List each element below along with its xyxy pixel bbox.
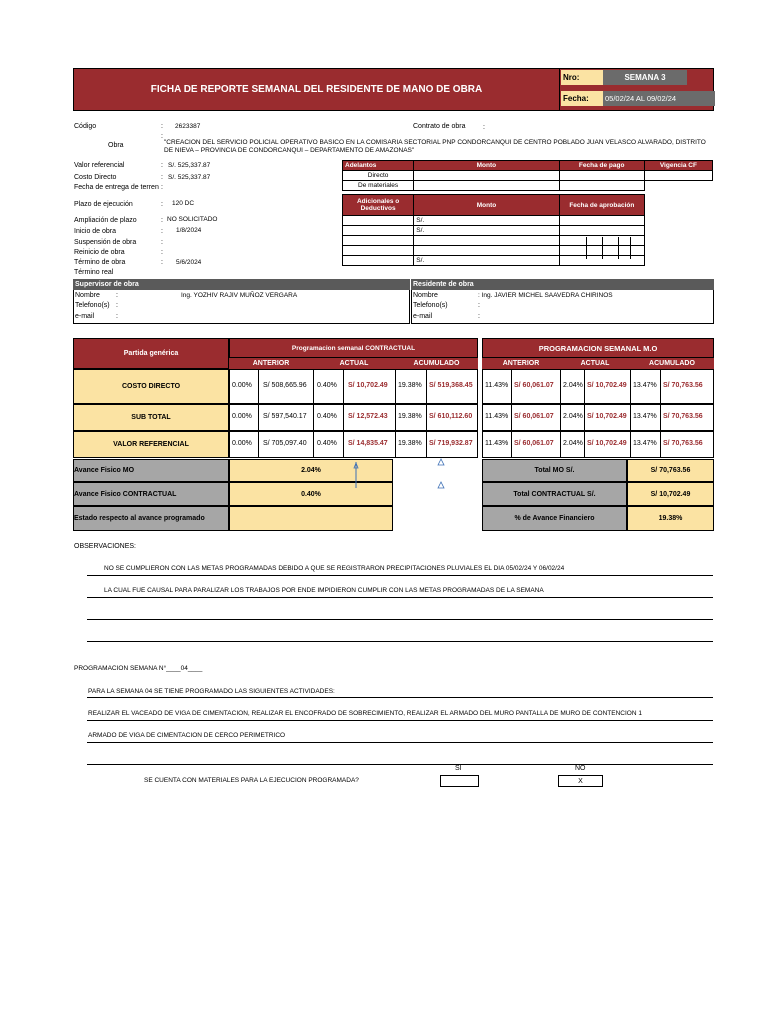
avance-financiero-value: 19.38% — [627, 506, 714, 531]
c-actual-amt: S/ 10,702.49 — [348, 382, 388, 389]
c-actual-pct: 0.40% — [317, 413, 337, 420]
c-acum-pct: 19.38% — [398, 382, 422, 389]
total-mo-label: Total MO S/. — [482, 459, 627, 482]
text-underline — [87, 597, 713, 598]
colon: : — [161, 162, 163, 169]
table-cell[interactable] — [559, 226, 644, 236]
m-actual-amt: S/ 10,702.49 — [587, 440, 627, 447]
mo-actual-header: ACTUAL — [560, 358, 630, 369]
residente-title: Residente de obra — [411, 279, 714, 290]
adelantos-header: Adelantos — [343, 161, 414, 171]
table-cell[interactable] — [559, 171, 644, 181]
contrato-label: Contrato de obra — [413, 123, 466, 130]
adelanto-directo: Directo — [343, 171, 414, 181]
termino-value: 5/6/2024 — [176, 259, 202, 266]
total-mo-value: S/ 70,763.56 — [627, 459, 714, 482]
residente-telefono-label: Telefono(s) — [413, 302, 448, 309]
colon: : — [161, 259, 163, 266]
table-cell[interactable] — [343, 236, 414, 246]
fecha-value: 05/02/24 AL 09/02/24 — [603, 91, 715, 106]
adicionales-header: Adicionales o Deductivos — [343, 195, 414, 216]
colon: : — [161, 201, 163, 208]
obra-label: Obra — [108, 142, 124, 149]
avance-fisico-mo-label: Avance Fisico MO — [73, 459, 229, 482]
termino-real-label: Término real — [74, 269, 114, 276]
grid-line — [258, 369, 259, 458]
row-costo-directo: COSTO DIRECTO — [73, 369, 229, 404]
fecha-pago-header: Fecha de pago — [559, 161, 644, 171]
grid-line — [560, 369, 561, 458]
vigencia-header: Vigencia CF — [644, 161, 712, 171]
triangle-marker-icon — [353, 460, 359, 490]
table-cell[interactable] — [414, 246, 559, 256]
observacion-line-2: LA CUAL FUE CAUSAL PARA PARALIZAR LOS TRABAJOS POR ENDE IMPIDIERON CUMPLIR CON LAS METAS PROGRAMADAS DE LA SEMANA — [104, 587, 544, 594]
m-acum-amt: S/ 70,763.56 — [663, 413, 703, 420]
table-cell[interactable] — [644, 171, 712, 181]
c-anterior-pct: 0.00% — [232, 382, 252, 389]
adelanto-materiales: De materiales — [343, 181, 414, 191]
plazo-value: 120 DC — [172, 200, 195, 207]
grid-line — [660, 369, 661, 458]
reinicio-label: Reinicio de obra — [74, 249, 125, 256]
text-underline — [87, 575, 713, 576]
supervisor-nombre-label: Nombre — [75, 292, 100, 299]
grid-line — [630, 369, 631, 458]
row-sub-total: SUB TOTAL — [73, 404, 229, 431]
total-contractual-label: Total CONTRACTUAL S/. — [482, 482, 627, 506]
text-underline — [87, 697, 713, 698]
triangle-marker-icon — [437, 458, 445, 466]
m-anterior-amt: S/ 60,061.07 — [514, 440, 554, 447]
m-actual-pct: 2.04% — [563, 382, 583, 389]
colon: : — [161, 217, 163, 224]
colon: : — [161, 228, 163, 235]
obra-value: "CREACION DEL SERVICIO POLICIAL OPERATIVO BASICO EN LA COMISARIA SECTORIAL PNP CONDORCANQUI DE CENTRO POBLADO JUAN VELASCO ALVARADO, DISTRITO DE NIEVA – PROVINCIA DE CONDORCANQUI – DEPARTAMENTO DE AMAZONAS" — [164, 139, 706, 154]
colon: : — [161, 174, 163, 181]
m-anterior-amt: S/ 60,061.07 — [514, 382, 554, 389]
avance-fisico-contractual-value: 0.40% — [229, 482, 393, 506]
colon: : — [483, 124, 485, 131]
estado-avance-label: Estado respecto al avance programado — [73, 506, 229, 531]
m-anterior-amt: S/ 60,061.07 — [514, 413, 554, 420]
monto-cell[interactable]: S/. — [414, 256, 559, 266]
plazo-label: Plazo de ejecución — [74, 201, 133, 208]
table-cell[interactable] — [343, 216, 414, 226]
supervisor-nombre-value: Ing. YOZHIV RAJIV MUÑOZ VERGARA — [181, 292, 298, 299]
contractual-acumulado-header: ACUMULADO — [395, 358, 478, 369]
m-anterior-pct: 11.43% — [485, 440, 509, 447]
valor-ref-value: S/. 525,337.87 — [168, 162, 211, 169]
colon: : — [116, 313, 118, 320]
c-anterior-amt: S/ 508,665.96 — [263, 382, 307, 389]
grid-line — [584, 369, 585, 458]
m-acum-pct: 13.47% — [633, 382, 657, 389]
grid-line — [343, 369, 344, 458]
nro-value: SEMANA 3 — [603, 70, 687, 85]
monto-cell[interactable]: S/. — [414, 216, 559, 226]
supervisor-email-label: e-mail — [75, 313, 95, 320]
grid-line — [313, 369, 314, 458]
grid-line — [602, 237, 603, 259]
adelantos-table — [342, 160, 713, 191]
table-cell[interactable] — [414, 171, 559, 181]
residente-nombre-value: : Ing. JAVIER MICHEL SAAVEDRA CHIRINOS — [478, 292, 613, 299]
table-cell[interactable] — [414, 181, 559, 191]
avance-fisico-mo-value: 2.04% — [229, 459, 393, 482]
c-acum-pct: 19.38% — [398, 413, 422, 420]
programacion-title: PROGRAMACION SEMANA N°____04____ — [74, 665, 203, 672]
ampliacion-value: NO SOLICITADO — [167, 216, 218, 223]
m-actual-pct: 2.04% — [563, 413, 583, 420]
adicionales-table — [342, 194, 645, 266]
grid-line — [426, 369, 427, 458]
termino-label: Término de obra — [74, 259, 126, 266]
table-cell[interactable] — [343, 246, 414, 256]
table-cell[interactable] — [343, 226, 414, 236]
c-actual-amt: S/ 12,572.43 — [348, 413, 388, 420]
partida-header: Partida genérica — [73, 338, 229, 369]
table-cell[interactable] — [559, 216, 644, 226]
c-actual-pct: 0.40% — [317, 382, 337, 389]
m-anterior-pct: 11.43% — [485, 382, 509, 389]
mo-header: PROGRAMACION SEMANAL M.O — [482, 338, 714, 358]
table-cell[interactable] — [343, 256, 414, 266]
si-checkbox[interactable] — [440, 775, 479, 787]
grid-line — [618, 237, 619, 259]
colon: : — [161, 239, 163, 246]
grid-line — [586, 237, 587, 259]
suspension-label: Suspensión de obra — [74, 239, 137, 246]
valor-ref-label: Valor referencial — [74, 162, 125, 169]
m-acum-amt: S/ 70,763.56 — [663, 440, 703, 447]
c-acum-amt: S/ 719,932.87 — [429, 440, 473, 447]
text-underline — [87, 742, 713, 743]
monto-header: Monto — [414, 195, 559, 216]
c-anterior-pct: 0.00% — [232, 413, 252, 420]
estado-avance-value[interactable] — [229, 506, 393, 531]
m-actual-amt: S/ 10,702.49 — [587, 413, 627, 420]
colon: : — [161, 249, 163, 256]
triangle-marker-icon — [437, 481, 445, 489]
total-contractual-value: S/ 10,702.49 — [627, 482, 714, 506]
observaciones-title: OBSERVACIONES: — [74, 543, 136, 550]
codigo-label: Código — [74, 123, 97, 130]
programacion-line-1: REALIZAR EL VACEADO DE VIGA DE CIMENTACION, REALIZAR EL ENCOFRADO DE SOBRECIMIENTO, REALIZAR EL ARMADO DEL MURO PANTALLA DE MURO DE CONTENCION 1 — [88, 710, 642, 717]
si-label: SI — [455, 765, 462, 772]
m-actual-amt: S/ 10,702.49 — [587, 382, 627, 389]
grid-line — [630, 237, 631, 259]
m-acum-pct: 13.47% — [633, 440, 657, 447]
m-anterior-pct: 11.43% — [485, 413, 509, 420]
colon: : — [116, 302, 118, 309]
colon: : — [478, 313, 480, 320]
grid-line — [395, 369, 396, 458]
nro-label: Nro: — [561, 70, 603, 85]
avance-financiero-label: % de Avance Financiero — [482, 506, 627, 531]
colon: : — [161, 123, 163, 130]
monto-header: Monto — [414, 161, 559, 171]
costo-directo-label: Costo Directo — [74, 174, 117, 181]
residente-nombre-label: Nombre — [413, 292, 438, 299]
row-valor-referencial: VALOR REFERENCIAL — [73, 431, 229, 458]
m-actual-pct: 2.04% — [563, 440, 583, 447]
m-acum-amt: S/ 70,763.56 — [663, 382, 703, 389]
colon: : — [161, 133, 163, 140]
mo-anterior-header: ANTERIOR — [482, 358, 560, 369]
c-actual-amt: S/ 14,835.47 — [348, 440, 388, 447]
text-underline — [87, 619, 713, 620]
report-title: FICHA DE REPORTE SEMANAL DEL RESIDENTE DE MANO DE OBRA — [73, 68, 560, 111]
inicio-value: 1/8/2024 — [176, 227, 202, 234]
materiales-question: SE CUENTA CON MATERIALES PARA LA EJECUCION PROGRAMADA? — [144, 777, 359, 784]
text-underline — [87, 720, 713, 721]
residente-email-label: e-mail — [413, 313, 433, 320]
contractual-anterior-header: ANTERIOR — [229, 358, 313, 369]
contractual-actual-header: ACTUAL — [313, 358, 395, 369]
programacion-line-2: ARMADO DE VIGA DE CIMENTACION DE CERCO PERIMETRICO — [88, 732, 286, 739]
contractual-header: Programacion semanal CONTRACTUAL — [229, 338, 478, 358]
no-label: NO — [575, 765, 586, 772]
c-acum-pct: 19.38% — [398, 440, 422, 447]
fecha-entrega-label: Fecha de entrega de terren — [74, 184, 159, 191]
grid-line — [511, 369, 512, 458]
fecha-label: Fecha: — [561, 91, 603, 106]
supervisor-title: Supervisor de obra — [73, 279, 410, 290]
no-checkbox[interactable]: X — [558, 775, 603, 787]
programacion-intro: PARA LA SEMANA 04 SE TIENE PROGRAMADO LAS SIGUIENTES ACTIVIDADES: — [88, 688, 335, 695]
c-acum-amt: S/ 519,368.45 — [429, 382, 473, 389]
text-underline — [87, 641, 713, 642]
costo-directo-value: S/. 525,337.87 — [168, 174, 211, 181]
colon: : — [116, 292, 118, 299]
text-underline — [87, 764, 713, 765]
m-acum-pct: 13.47% — [633, 413, 657, 420]
c-actual-pct: 0.40% — [317, 440, 337, 447]
c-anterior-amt: S/ 705,097.40 — [263, 440, 307, 447]
fecha-aprobacion-header: Fecha de aprobación — [559, 195, 644, 216]
c-acum-amt: S/ 610,112.60 — [429, 413, 473, 420]
mo-acumulado-header: ACUMULADO — [630, 358, 714, 369]
monto-cell[interactable]: S/. — [414, 226, 559, 236]
codigo-value: 2623387 — [175, 123, 201, 130]
avance-fisico-contractual-label: Avance Fisico CONTRACTUAL — [73, 482, 229, 506]
supervisor-telefono-label: Telefono(s) — [75, 302, 110, 309]
c-anterior-pct: 0.00% — [232, 440, 252, 447]
inicio-label: Inicio de obra — [74, 228, 117, 235]
c-anterior-amt: S/ 597,540.17 — [263, 413, 307, 420]
table-cell[interactable] — [414, 236, 559, 246]
colon: : — [478, 302, 480, 309]
observacion-line-1: NO SE CUMPLIERON CON LAS METAS PROGRAMADAS DEBIDO A QUE SE REGISTRARON PRECIPITACIONES PLUVIALES EL DIA 05/02/24 Y 06/02/24 — [104, 565, 565, 572]
ampliacion-label: Ampliación de plazo — [74, 217, 137, 224]
colon: : — [161, 184, 163, 191]
table-cell[interactable] — [559, 181, 644, 191]
